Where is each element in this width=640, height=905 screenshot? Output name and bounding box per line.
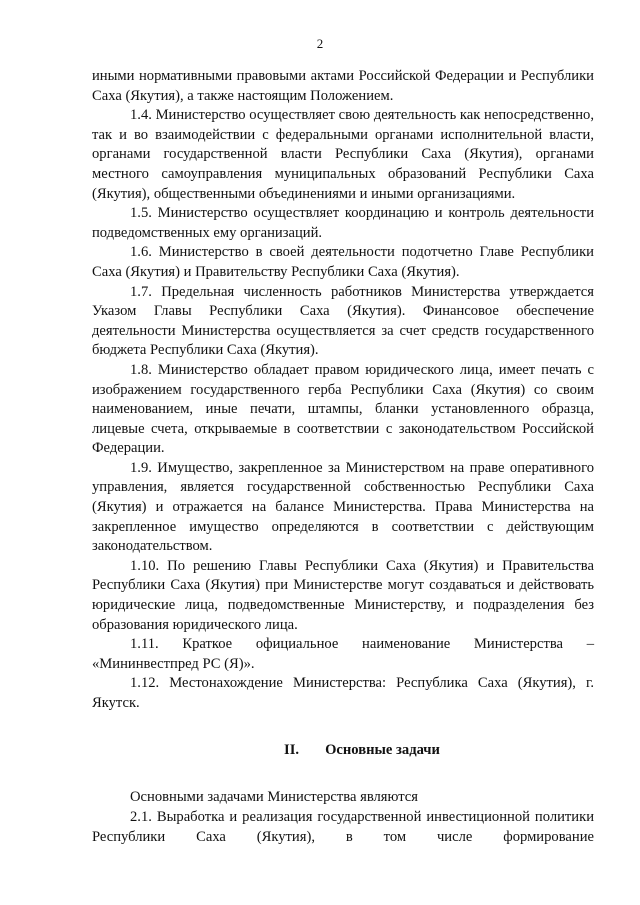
section-numeral: II. <box>284 742 300 759</box>
paragraph-1-12: 1.12. Местонахождение Министерства: Республика Саха (Якутия), г. Якутск. <box>92 675 594 711</box>
paragraph-1-11: 1.11. Краткое официальное наименование Министерства – «Мининвестпред РС (Я)». <box>92 636 594 672</box>
paragraph-1-7: 1.7. Предельная численность работников Министерства утверждается Указом Главы Республики Саха (Якутия). Финансовое обеспечение деятельности Министерства осуществляется за счет средств государственного бюджета Республики Саха (Якутия). <box>92 283 594 359</box>
paragraph-intro-tasks: Основными задачами Министерства являются <box>130 789 418 806</box>
spacer <box>92 780 594 788</box>
paragraph-1-4: 1.4. Министерство осуществляет свою деятельность как непосредственно, так и во взаимодействии с федеральными органами исполнительной власти, органами государственной власти Республики Саха (Якутия), органами местного самоуправления муниципальных образований Республики Саха (Якутия), общественными объединениями и иными организациями. <box>92 107 594 202</box>
page-number: 2 <box>316 36 324 51</box>
spacer <box>92 761 594 781</box>
spacer <box>92 733 594 741</box>
section-heading <box>92 741 594 761</box>
paragraph-continuation: иными нормативными правовыми актами Российской Федерации и Республики Саха (Якутия), а также настоящим Положением. <box>92 68 594 104</box>
paragraph-1-6: 1.6. Министерство в своей деятельности подотчетно Главе Республики Саха (Якутия) и Правительству Республики Саха (Якутия). <box>92 244 594 280</box>
spacer <box>92 714 594 734</box>
paragraph-2-1: 2.1. Выработка и реализация государственной инвестиционной политики Республики Саха (Якутия), в том числе формирование <box>92 808 594 845</box>
paragraph-1-9: 1.9. Имущество, закрепленное за Министерством на праве оперативного управления, является государственной собственностью Республики Саха (Якутия) и отражается на балансе Министерства. Права Министерства на закрепленное имущество определяются в соответствии с действующим законодательством. <box>92 459 594 555</box>
paragraph-1-5: 1.5. Министерство осуществляет координацию и контроль деятельности подведомственных ему организаций. <box>92 205 594 241</box>
paragraph-1-10: 1.10. По решению Главы Республики Саха (Якутия) и Правительства Республики Саха (Якутия) при Министерстве могут создаваться и действовать юридические лица, подведомственные Министерству, и подразделения без образования юридического лица. <box>92 557 594 633</box>
section-title: Основные задачи <box>325 742 440 759</box>
document-body <box>92 67 594 847</box>
paragraph-1-8: 1.8. Министерство обладает правом юридического лица, имеет печать с изображением государственного герба Республики Саха (Якутия) со своим наименованием, иные печати, штампы, бланки установленного образца, лицевые счета, открываемые в соответствии с законодательством Российской Федерации. <box>92 361 594 457</box>
